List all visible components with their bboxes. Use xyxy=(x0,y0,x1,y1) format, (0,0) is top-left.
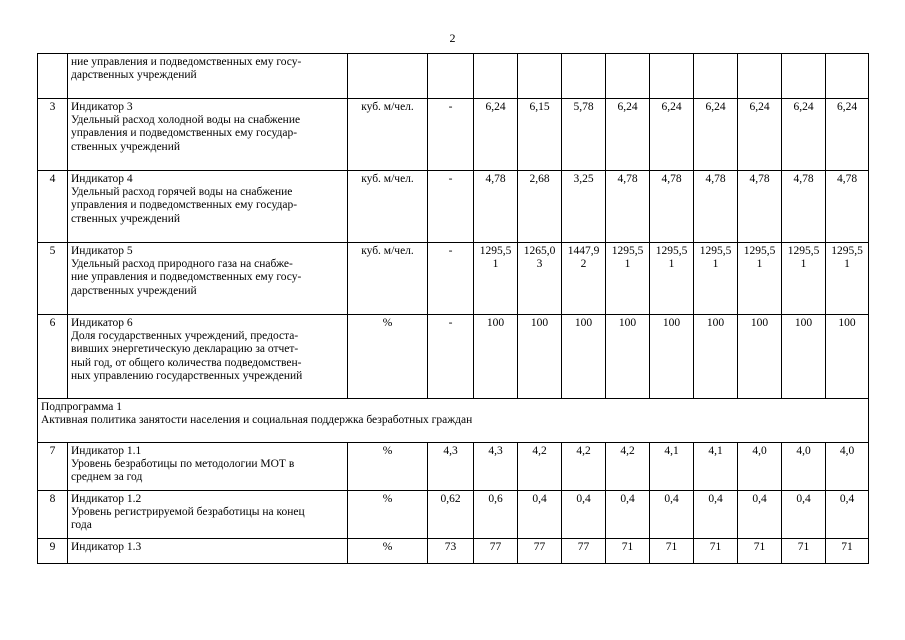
value-cell xyxy=(826,54,869,99)
value-cell: 71 xyxy=(738,539,782,564)
value-cell: 71 xyxy=(826,539,869,564)
indicator-name-line: Уровень регистрируемой безработицы на конец xyxy=(71,506,305,519)
table-row xyxy=(38,171,869,243)
row-number: 8 xyxy=(38,491,68,539)
row-number: 5 xyxy=(38,243,68,315)
value-cell: 100 xyxy=(738,315,782,399)
value-cell: 1295,5 1 xyxy=(650,243,694,315)
indicator-name-line: ных управлению государственных учреждений xyxy=(71,369,303,382)
unit-cell: % xyxy=(348,491,428,539)
value-cell: - xyxy=(428,99,474,171)
table-row xyxy=(38,315,869,399)
indicator-name-line: Индикатор 1.2 xyxy=(71,493,142,505)
value-cell: 4,0 xyxy=(826,443,869,491)
value-cell: 1295,5 1 xyxy=(782,243,826,315)
subprogram-line: Активная политика занятости населения и социальная поддержка безработных граждан xyxy=(41,414,473,427)
value-cell: 4,78 xyxy=(782,171,826,243)
row-number: 9 xyxy=(38,539,68,564)
value-cell: 4,2 xyxy=(606,443,650,491)
indicator-name-line: ственных учреждений xyxy=(71,140,181,153)
subprogram-line: Подпрограмма 1 xyxy=(41,401,123,413)
value-cell: 71 xyxy=(782,539,826,564)
value-cell: 100 xyxy=(606,315,650,399)
value-cell: 0,4 xyxy=(562,491,606,539)
table-row xyxy=(38,491,869,539)
value-cell: - xyxy=(428,315,474,399)
indicator-name-line: Индикатор 3 xyxy=(71,101,133,113)
value-cell: 4,78 xyxy=(694,171,738,243)
value-cell: 4,2 xyxy=(518,443,562,491)
value-cell: 4,78 xyxy=(474,171,518,243)
value-cell: 100 xyxy=(474,315,518,399)
value-cell: 77 xyxy=(562,539,606,564)
indicator-name-line: Удельный расход горячей воды на снабжение xyxy=(71,186,293,199)
indicator-name xyxy=(68,99,348,171)
value-cell: 1295,5 1 xyxy=(694,243,738,315)
unit-cell: % xyxy=(348,539,428,564)
value-cell: 4,3 xyxy=(474,443,518,491)
indicator-name xyxy=(68,539,348,564)
table-row xyxy=(38,99,869,171)
value-cell: 6,24 xyxy=(474,99,518,171)
indicator-name xyxy=(68,315,348,399)
row-number: 4 xyxy=(38,171,68,243)
value-cell xyxy=(650,54,694,99)
value-cell: - xyxy=(428,243,474,315)
value-cell xyxy=(474,54,518,99)
value-cell xyxy=(518,54,562,99)
value-cell: 100 xyxy=(694,315,738,399)
value-cell: 100 xyxy=(782,315,826,399)
unit-cell: куб. м/чел. xyxy=(348,171,428,243)
value-cell xyxy=(738,54,782,99)
value-cell: 1265,0 3 xyxy=(518,243,562,315)
row-number: 3 xyxy=(38,99,68,171)
value-cell: 100 xyxy=(826,315,869,399)
value-cell: 100 xyxy=(562,315,606,399)
value-cell: - xyxy=(428,171,474,243)
value-cell: 100 xyxy=(518,315,562,399)
value-cell: 6,24 xyxy=(738,99,782,171)
value-cell: 6,24 xyxy=(650,99,694,171)
indicator-name-line: дарственных учреждений xyxy=(71,69,197,82)
indicator-name-line: ние управления и подведомственных ему госу- xyxy=(71,271,302,284)
indicator-name xyxy=(68,54,348,99)
value-cell: 4,0 xyxy=(738,443,782,491)
unit-cell: % xyxy=(348,443,428,491)
value-cell: 2,68 xyxy=(518,171,562,243)
indicator-name-line: Удельный расход природного газа на снабже- xyxy=(71,258,293,271)
value-cell xyxy=(694,54,738,99)
value-cell: 3,25 xyxy=(562,171,606,243)
value-cell: 6,15 xyxy=(518,99,562,171)
row-number: 7 xyxy=(38,443,68,491)
value-cell: 1447,9 2 xyxy=(562,243,606,315)
indicator-name-line: года xyxy=(71,519,92,532)
value-cell: 5,78 xyxy=(562,99,606,171)
value-cell: 6,24 xyxy=(694,99,738,171)
indicator-name-line: ственных учреждений xyxy=(71,212,181,225)
indicator-name-line: дарственных учреждений xyxy=(71,284,197,297)
value-cell: 4,78 xyxy=(826,171,869,243)
indicator-name-line: вивших энергетическую декларацию за отчет- xyxy=(71,343,299,356)
value-cell: 4,78 xyxy=(606,171,650,243)
value-cell: 0,4 xyxy=(518,491,562,539)
value-cell: 77 xyxy=(474,539,518,564)
value-cell: 73 xyxy=(428,539,474,564)
value-cell: 4,0 xyxy=(782,443,826,491)
value-cell: 77 xyxy=(518,539,562,564)
table-row xyxy=(38,443,869,491)
value-cell: 0,62 xyxy=(428,491,474,539)
value-cell xyxy=(428,54,474,99)
value-cell: 4,3 xyxy=(428,443,474,491)
value-cell: 0,4 xyxy=(782,491,826,539)
indicator-name-line: Индикатор 1.3 xyxy=(71,541,142,553)
indicator-table xyxy=(37,53,869,564)
page-number: 2 xyxy=(449,31,456,45)
value-cell: 1295,5 1 xyxy=(474,243,518,315)
value-cell: 6,24 xyxy=(782,99,826,171)
value-cell: 71 xyxy=(694,539,738,564)
value-cell: 0,4 xyxy=(694,491,738,539)
table-row xyxy=(38,243,869,315)
value-cell: 1295,5 1 xyxy=(738,243,782,315)
row-number: 6 xyxy=(38,315,68,399)
unit-cell: куб. м/чел. xyxy=(348,243,428,315)
table-body xyxy=(38,54,869,564)
indicator-name-line: ние управления и подведомственных ему госу- xyxy=(71,56,302,68)
indicator-name-line: ный год, от общего количества подведомствен- xyxy=(71,356,302,369)
value-cell: 1295,5 1 xyxy=(826,243,869,315)
unit-cell: куб. м/чел. xyxy=(348,99,428,171)
value-cell xyxy=(782,54,826,99)
value-cell xyxy=(562,54,606,99)
indicator-name-line: Индикатор 6 xyxy=(71,317,133,329)
value-cell: 6,24 xyxy=(606,99,650,171)
indicator-name-line: управления и подведомственных ему государ- xyxy=(71,199,298,212)
value-cell: 0,4 xyxy=(650,491,694,539)
indicator-name-line: Доля государственных учреждений, предоста- xyxy=(71,330,299,343)
value-cell: 0,6 xyxy=(474,491,518,539)
unit-cell xyxy=(348,54,428,99)
value-cell: 4,1 xyxy=(650,443,694,491)
indicator-name-line: Индикатор 1.1 xyxy=(71,445,142,457)
value-cell: 1295,5 1 xyxy=(606,243,650,315)
table-row xyxy=(38,539,869,564)
value-cell: 4,1 xyxy=(694,443,738,491)
value-cell: 71 xyxy=(606,539,650,564)
subprogram-title xyxy=(38,399,869,443)
indicator-name xyxy=(68,243,348,315)
indicator-name-line: Индикатор 4 xyxy=(71,173,133,185)
indicator-name xyxy=(68,491,348,539)
value-cell: 71 xyxy=(650,539,694,564)
indicator-name xyxy=(68,171,348,243)
table-row xyxy=(38,54,869,99)
value-cell: 4,78 xyxy=(650,171,694,243)
row-number xyxy=(38,54,68,99)
subprogram-row xyxy=(38,399,869,443)
value-cell: 4,2 xyxy=(562,443,606,491)
value-cell: 100 xyxy=(650,315,694,399)
value-cell: 0,4 xyxy=(826,491,869,539)
value-cell: 0,4 xyxy=(738,491,782,539)
value-cell: 4,78 xyxy=(738,171,782,243)
value-cell: 6,24 xyxy=(826,99,869,171)
unit-cell: % xyxy=(348,315,428,399)
value-cell xyxy=(606,54,650,99)
indicator-name-line: управления и подведомственных ему государ- xyxy=(71,127,298,140)
indicator-name xyxy=(68,443,348,491)
indicator-name-line: среднем за год xyxy=(71,471,143,484)
value-cell: 0,4 xyxy=(606,491,650,539)
indicator-name-line: Индикатор 5 xyxy=(71,245,133,257)
indicator-name-line: Уровень безработицы по методологии МОТ в xyxy=(71,458,295,471)
indicator-name-line: Удельный расход холодной воды на снабжение xyxy=(71,114,301,127)
